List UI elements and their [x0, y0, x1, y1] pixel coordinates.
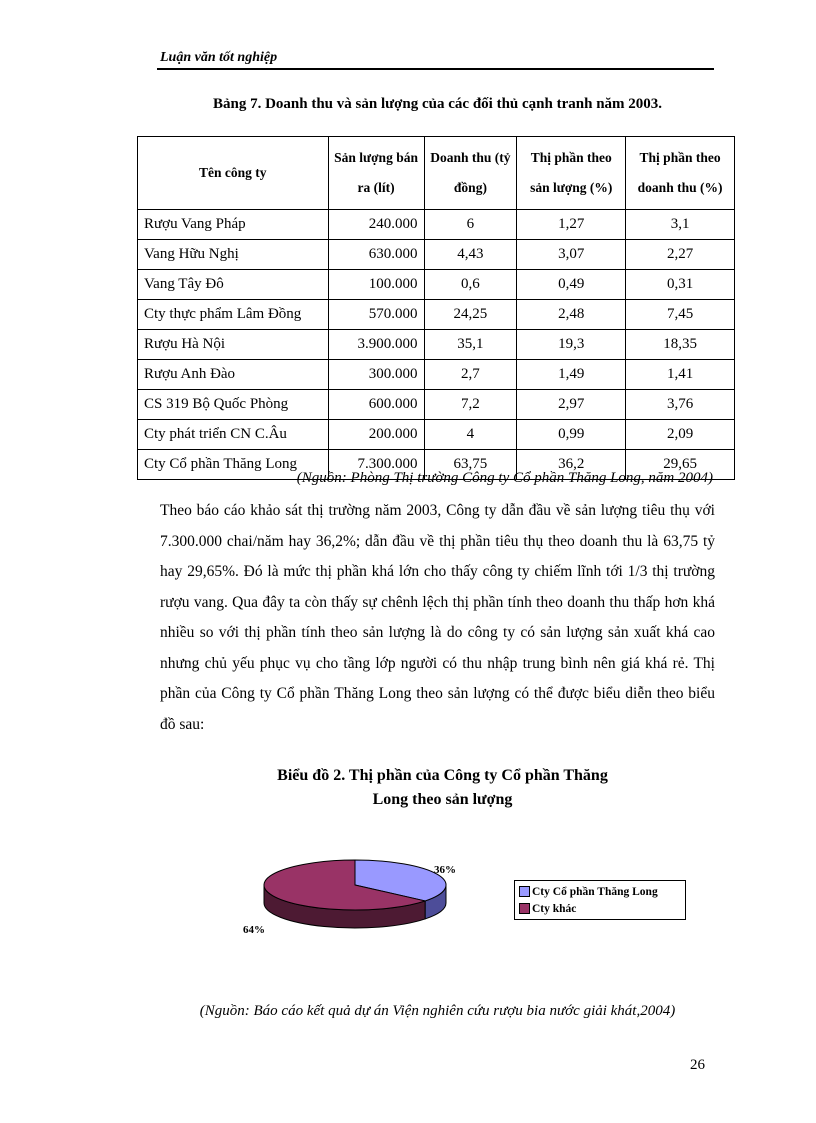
cell-volume: 100.000 — [328, 270, 424, 300]
cell-share-revenue: 3,76 — [626, 390, 735, 420]
cell-share-volume: 19,3 — [517, 330, 626, 360]
cell-volume: 200.000 — [328, 420, 424, 450]
header-revenue: Doanh thu (tỷ đồng) — [424, 137, 517, 210]
cell-share-volume: 1,27 — [517, 210, 626, 240]
legend-item-thang-long — [519, 883, 681, 900]
cell-share-revenue: 2,09 — [626, 420, 735, 450]
cell-revenue: 4,43 — [424, 240, 517, 270]
chart-source: (Nguồn: Báo cáo kết quả dự án Viện nghiên cứu rượu bia nước giải khát,2004) — [199, 1003, 676, 1019]
body-paragraph: Theo báo cáo khảo sát thị trường năm 2003, Công ty dẫn đầu về sản lượng tiêu thụ với 7.300.000 chai/năm hay 36,2%; dẫn đầu về thị phần tiêu thụ theo doanh thu là 63,75 tỷ hay 29,65%. Đó là mức thị phần khá lớn cho thấy công ty chiếm lĩnh tới 1/3 thị trường rượu vang. Qua đây ta còn thấy sự chênh lệch thị phần tính theo doanh thu thấp hơn khá nhiều so với thị phần tính theo sản lượng là do công ty có sản lượng sản xuất khá cao nhưng chủ yếu phục vụ cho tầng lớp người có thu nhập trung bình nên giá khá rẻ. Thị phần của Công ty Cổ phần Thăng Long theo sản lượng có thể được biểu diễn theo biểu đồ sau: — [160, 502, 715, 733]
cell-volume: 600.000 — [328, 390, 424, 420]
cell-revenue: 6 — [424, 210, 517, 240]
cell-revenue: 0,6 — [424, 270, 517, 300]
cell-company: CS 319 Bộ Quốc Phòng — [138, 390, 329, 420]
cell-company: Rượu Vang Pháp — [138, 210, 329, 240]
cell-share-revenue: 0,31 — [626, 270, 735, 300]
cell-share-volume: 1,49 — [517, 360, 626, 390]
header-share-volume: Thị phần theo sản lượng (%) — [517, 137, 626, 210]
cell-share-revenue: 2,27 — [626, 240, 735, 270]
cell-volume: 7.300.000 — [328, 450, 424, 480]
cell-volume: 300.000 — [328, 360, 424, 390]
header-company: Tên công ty — [138, 137, 329, 210]
cell-share-revenue: 3,1 — [626, 210, 735, 240]
cell-volume: 240.000 — [328, 210, 424, 240]
cell-company: Vang Hữu Nghị — [138, 240, 329, 270]
cell-share-revenue: 7,45 — [626, 300, 735, 330]
cell-company: Cty phát triển CN C.Âu — [138, 420, 329, 450]
data-label-thang-long: 36% — [434, 864, 456, 876]
table-row — [138, 240, 735, 270]
table-source: (Nguồn: Phòng Thị trường Công ty Cổ phần Thăng Long, năm 2004) — [296, 470, 713, 486]
cell-revenue: 4 — [424, 420, 517, 450]
table-row — [138, 330, 735, 360]
cell-volume: 570.000 — [328, 300, 424, 330]
cell-share-volume: 3,07 — [517, 240, 626, 270]
cell-share-volume: 2,48 — [517, 300, 626, 330]
cell-share-volume: 0,49 — [517, 270, 626, 300]
cell-share-volume: 2,97 — [517, 390, 626, 420]
legend-label-others: Cty khác — [532, 902, 577, 915]
cell-revenue: 24,25 — [424, 300, 517, 330]
table-row — [138, 390, 735, 420]
data-label-others: 64% — [243, 924, 265, 936]
header-share-revenue: Thị phần theo doanh thu (%) — [626, 137, 735, 210]
running-header: Luận văn tốt nghiệp — [160, 50, 278, 65]
cell-share-volume: 36,2 — [517, 450, 626, 480]
legend-item-others — [519, 900, 681, 917]
table-header-row — [138, 137, 735, 210]
table-row — [138, 420, 735, 450]
cell-company: Cty Cổ phần Thăng Long — [138, 450, 329, 480]
cell-share-revenue: 18,35 — [626, 330, 735, 360]
cell-company: Rượu Anh Đào — [138, 360, 329, 390]
cell-company: Vang Tây Đô — [138, 270, 329, 300]
chart-title-line-2: Long theo sản lượng — [372, 791, 513, 808]
page-number: 26 — [690, 1057, 705, 1073]
table-row — [138, 210, 735, 240]
legend-label-thang-long: Cty Cổ phần Thăng Long — [532, 885, 658, 898]
legend-swatch-thang-long — [519, 886, 530, 897]
cell-company: Rượu Hà Nội — [138, 330, 329, 360]
header-rule — [157, 68, 714, 70]
cell-revenue: 2,7 — [424, 360, 517, 390]
legend-swatch-others — [519, 903, 530, 914]
cell-share-revenue: 1,41 — [626, 360, 735, 390]
cell-revenue: 35,1 — [424, 330, 517, 360]
chart-legend — [514, 880, 686, 920]
cell-revenue: 63,75 — [424, 450, 517, 480]
table-row — [138, 270, 735, 300]
cell-share-revenue: 29,65 — [626, 450, 735, 480]
cell-company: Cty thực phẩm Lâm Đồng — [138, 300, 329, 330]
competitor-table — [137, 136, 735, 480]
table-row — [138, 360, 735, 390]
header-volume: Sản lượng bán ra (lít) — [328, 137, 424, 210]
cell-revenue: 7,2 — [424, 390, 517, 420]
chart-title — [200, 764, 685, 812]
chart-title-line-1: Biểu đồ 2. Thị phần của Công ty Cổ phần Thăng — [277, 767, 608, 784]
cell-volume: 3.900.000 — [328, 330, 424, 360]
cell-share-volume: 0,99 — [517, 420, 626, 450]
cell-volume: 630.000 — [328, 240, 424, 270]
table-caption: Bảng 7. Doanh thu và sản lượng của các đối thủ cạnh tranh năm 2003. — [212, 96, 663, 112]
table-row — [138, 300, 735, 330]
